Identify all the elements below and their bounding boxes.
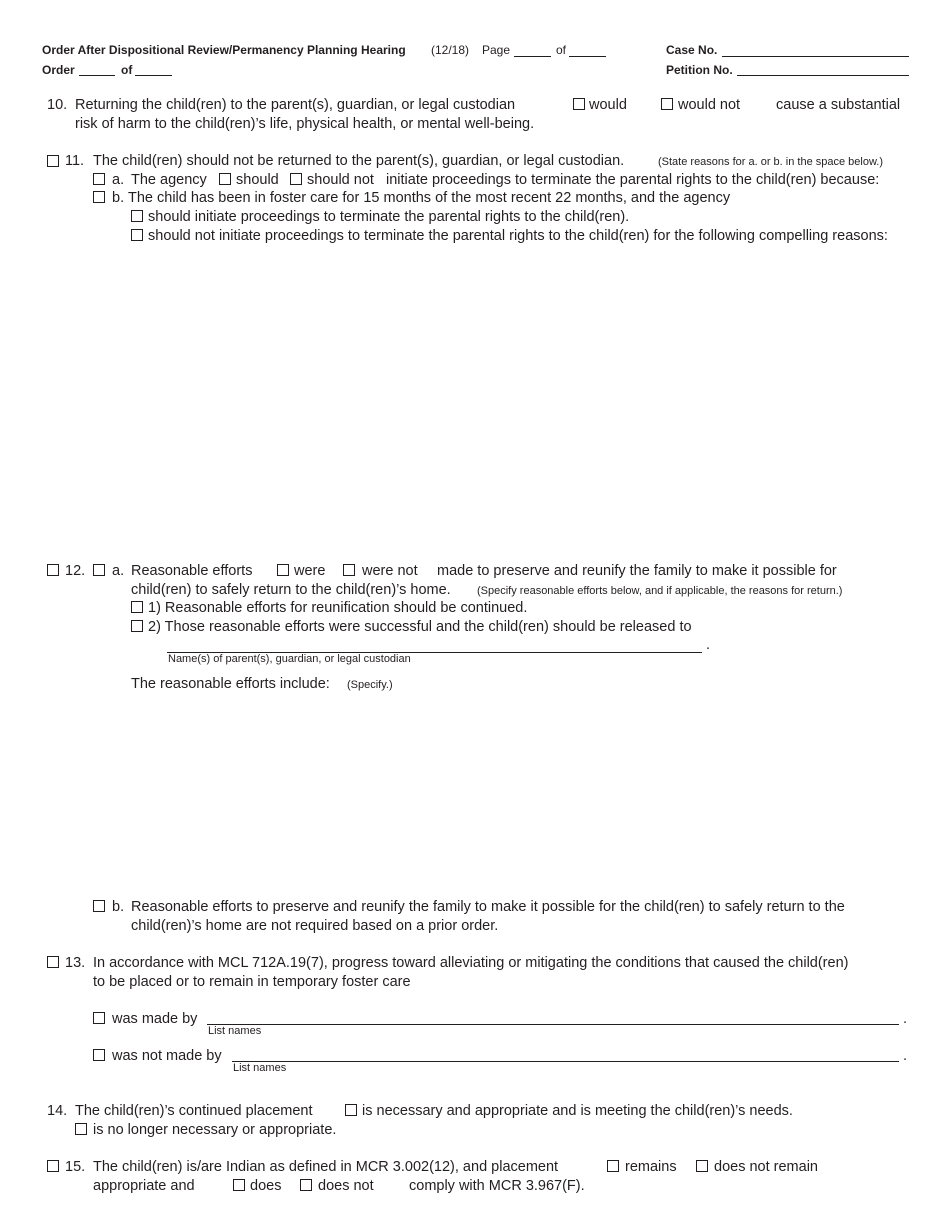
page-of-label: of [556,43,567,57]
were-not-checkbox[interactable] [343,564,355,576]
made-by-caption: List names [208,1025,262,1037]
not-made-by-names-field[interactable] [232,1061,899,1062]
continue-efforts-checkbox[interactable] [131,601,143,613]
efforts-include-area[interactable] [131,700,908,890]
order-total-field[interactable] [135,75,172,76]
not-made-by-period: . [903,1048,908,1064]
efforts-include-label: The reasonable efforts include: [131,676,330,692]
item-12a-rest: made to preserve and reunify the family to make it possible for [437,563,837,579]
does-not-remain-label: does not remain [714,1159,818,1175]
would-not-checkbox[interactable] [661,98,673,110]
item-11b-text: The child has been in foster care for 15 months of the most recent 22 months, and the agency [128,190,731,206]
order-of-label: of [121,63,133,77]
item-11b-label: b. [112,190,125,206]
placement-not-necessary-label: is no longer necessary or appropriate. [93,1122,337,1138]
release-names-caption: Name(s) of parent(s), guardian, or legal custodian [168,653,411,665]
agency-should-not-label: should not [307,172,374,188]
item-10-text-cont: cause a substantial [776,97,901,113]
item-11a-rest: initiate proceedings to terminate the parental rights to the child(ren) because: [386,172,880,188]
item-11-note: (State reasons for a. or b. in the space below.) [658,156,884,168]
should-initiate-label: should initiate proceedings to terminate the parental rights to the child(ren). [148,209,630,225]
release-checkbox[interactable] [131,620,143,632]
item-12a-note: (Specify reasonable efforts below, and if applicable, the reasons for return.) [477,585,843,597]
item-12a-checkbox[interactable] [93,564,105,576]
were-label: were [294,563,326,579]
placement-necessary-label: is necessary and appropriate and is meeting the child(ren)’s needs. [362,1103,793,1119]
does-comply-checkbox[interactable] [233,1179,245,1191]
not-made-by-caption: List names [233,1062,287,1074]
item-12b-checkbox[interactable] [93,900,105,912]
should-not-initiate-label: should not initiate proceedings to terminate the parental rights to the child(ren) for the following compelling reasons: [148,228,888,244]
agency-should-checkbox[interactable] [219,173,231,185]
case-no-field[interactable] [722,56,909,57]
remains-label: remains [625,1159,677,1175]
item-11-reasons-area[interactable] [93,250,908,550]
item-13-checkbox[interactable] [47,956,59,968]
page-number-field[interactable] [514,56,551,57]
efforts-include-note: (Specify.) [347,679,393,691]
would-label: would [589,97,627,113]
agency-should-label: should [236,172,279,188]
were-not-label: were not [362,563,418,579]
item-12-checkbox[interactable] [47,564,59,576]
item-14-number: 14. [47,1103,68,1119]
item-11-text: The child(ren) should not be returned to the parent(s), guardian, or legal custodian. [93,153,625,169]
agency-should-not-checkbox[interactable] [290,173,302,185]
item-13-number: 13. [65,955,86,971]
made-by-label: was made by [112,1011,198,1027]
item-12b-line2: child(ren)’s home are not required based on a prior order. [131,918,499,934]
made-by-names-field[interactable] [207,1024,899,1025]
does-not-remain-checkbox[interactable] [696,1160,708,1172]
page-label: Page [482,43,511,57]
made-by-checkbox[interactable] [93,1012,105,1024]
not-made-by-label: was not made by [112,1048,222,1064]
were-checkbox[interactable] [277,564,289,576]
item-11b-checkbox[interactable] [93,191,105,203]
order-number-field[interactable] [79,75,115,76]
item-11a-text: The agency [131,172,207,188]
release-names-period: . [706,637,711,653]
petition-no-field[interactable] [737,75,909,76]
form-title: Order After Dispositional Review/Permanency Planning Hearing [42,43,406,57]
item-10-line2: risk of harm to the child(ren)’s life, physical health, or mental well-being. [75,116,535,132]
remains-checkbox[interactable] [607,1160,619,1172]
item-15-number: 15. [65,1159,86,1175]
item-11-checkbox[interactable] [47,155,59,167]
item-12b-label: b. [112,899,125,915]
page-total-field[interactable] [569,56,606,57]
item-11a-label: a. [112,172,125,188]
item-15-line2: appropriate and [93,1178,195,1194]
order-label: Order [42,63,75,77]
does-comply-label: does [250,1178,282,1194]
item-12b-text: Reasonable efforts to preserve and reunify the family to make it possible for the child(ren) to safely return to the [131,899,845,915]
would-not-label: would not [678,97,741,113]
item-12a-line2: child(ren) to safely return to the child(ren)’s home. [131,582,451,598]
placement-necessary-checkbox[interactable] [345,1104,357,1116]
item-10-number: 10. [47,97,68,113]
item-11-number: 11. [65,153,85,169]
release-label: 2) Those reasonable efforts were successful and the child(ren) should be released to [148,619,692,635]
placement-not-necessary-checkbox[interactable] [75,1123,87,1135]
item-12-number: 12. [65,563,86,579]
continue-efforts-label: 1) Reasonable efforts for reunification should be continued. [148,600,528,616]
should-initiate-checkbox[interactable] [131,210,143,222]
item-10-text: Returning the child(ren) to the parent(s), guardian, or legal custodian [75,97,516,113]
item-15-rest: comply with MCR 3.967(F). [409,1178,585,1194]
item-13-line2: to be placed or to remain in temporary foster care [93,974,411,990]
does-not-comply-label: does not [318,1178,374,1194]
would-checkbox[interactable] [573,98,585,110]
item-13-text: In accordance with MCL 712A.19(7), progress toward alleviating or mitigating the conditions that caused the child(ren) [93,955,849,971]
item-14-text: The child(ren)’s continued placement [75,1103,313,1119]
should-not-initiate-checkbox[interactable] [131,229,143,241]
item-12a-text: Reasonable efforts [131,563,253,579]
petition-no-label: Petition No. [666,63,733,77]
not-made-by-checkbox[interactable] [93,1049,105,1061]
item-15-checkbox[interactable] [47,1160,59,1172]
made-by-period: . [903,1011,908,1027]
form-revision: (12/18) [431,43,470,57]
does-not-comply-checkbox[interactable] [300,1179,312,1191]
case-no-label: Case No. [666,43,718,57]
item-15-text: The child(ren) is/are Indian as defined in MCR 3.002(12), and placement [93,1159,559,1175]
item-12a-label: a. [112,563,125,579]
item-11a-checkbox[interactable] [93,173,105,185]
